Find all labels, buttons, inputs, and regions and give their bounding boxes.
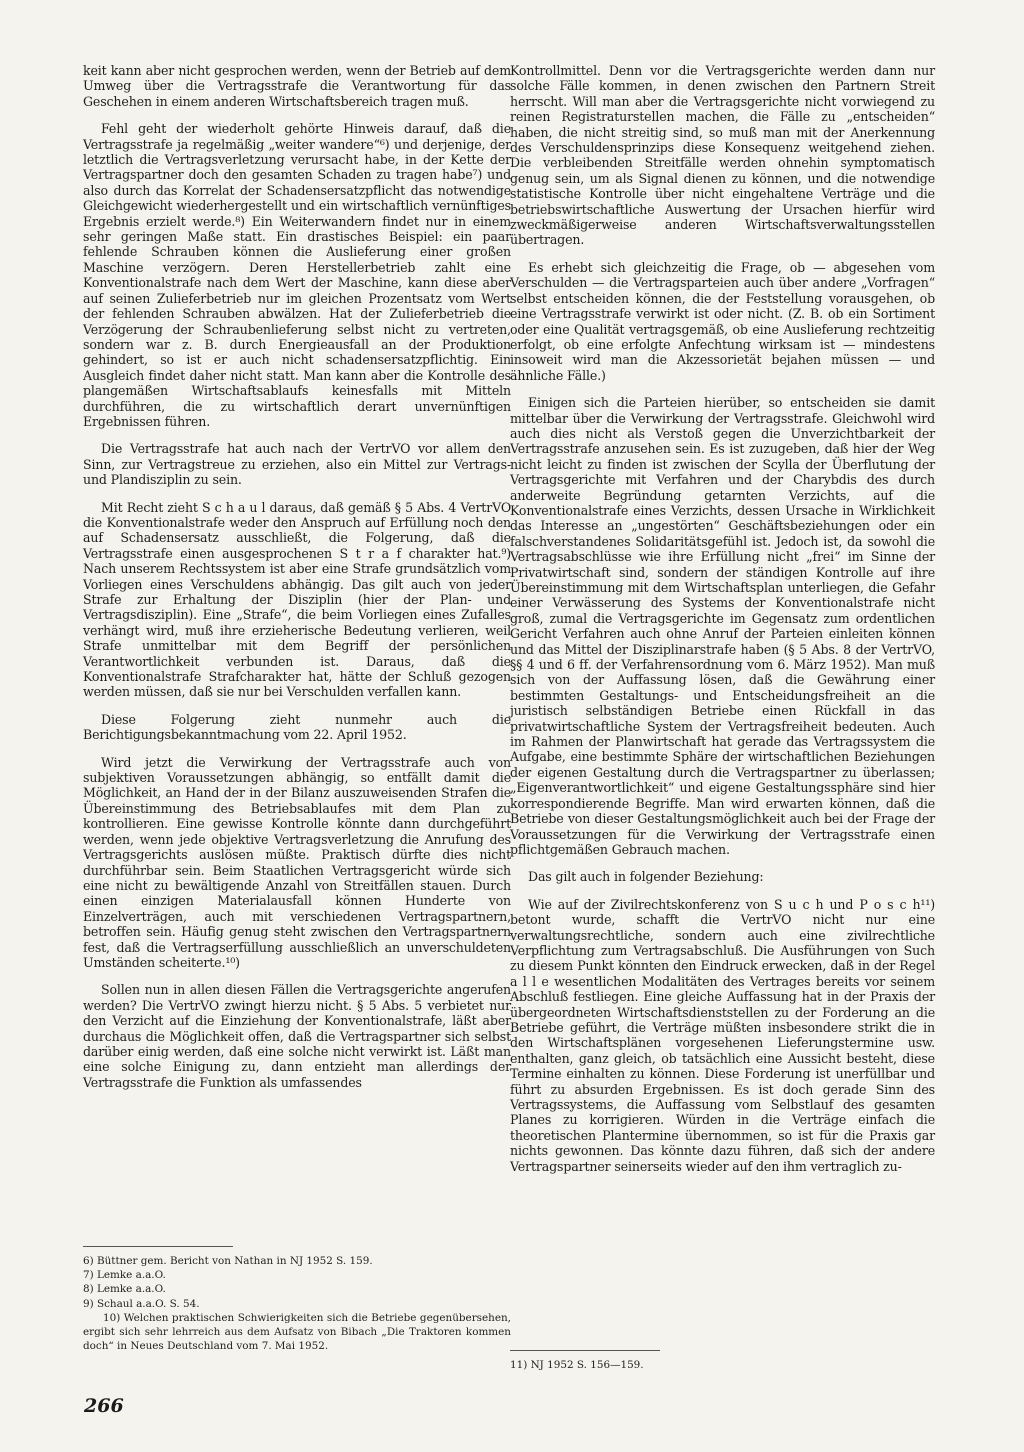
paragraph: Diese Folgerung zieht nunmehr auch die Berichtigungsbekanntmachung vom 22. April 1952.	[83, 711, 511, 743]
footnote-rule	[510, 1350, 660, 1351]
paragraph: Mit Recht zieht S c h a u l daraus, daß gemäß § 5 Abs. 4 VertrVO die Konventionalstrafe weder den Anspruch auf Erfüllung noch den auf Schadensersatz ausschließt, die Folgerung, daß die Vertragsstrafe einen ausgesprochenen S t r a f charakter hat.⁹) Nach unserem Rechtssystem ist aber eine Strafe grundsätzlich vom Vorliegen eines Verschuldens abhängig. Das gilt auch von jeder Strafe zur Erhaltung der Disziplin (hier der Plan- und Vertragsdisziplin). Eine „Strafe“, die beim Vorliegen eines Zufalles verhängt wird, muß ihre erzieherische Bedeutung verlieren, weil Strafe unmittelbar mit dem Begriff der persönlichen Verantwortlichkeit verbunden ist. Daraus, daß die Konventionalstrafe Strafcharakter hat, hätte der Schluß gezogen werden müssen, daß sie nur bei Verschulden verfallen kann.	[83, 499, 511, 700]
paragraph: Einigen sich die Parteien hierüber, so entscheiden sie damit mittelbar über die Verwirkung der Vertragsstrafe. Gleichwohl wird auch dies nicht als Verstoß gegen die Unverzichtbarkeit der Vertragsstrafe anzusehen sein. Es ist zuzugeben, daß hier der Weg nicht leicht zu finden ist zwischen der Scylla der Überflutung der Vertragsgerichte mit Verfahren und der Charybdis des durch anderweite Begründung getarnten Verzichts, auf die Konventionalstrafe eines Verzichts, dessen Ursache in Wirklichkeit das Interesse an „ungestörten“ Geschäftsbeziehungen oder ein falschverstandenes Solidaritätsgefühl ist. Jedoch ist, da sowohl die Vertragsabschlüsse wie ihre Erfüllung nicht „frei“ im Sinne der Privatwirtschaft sind, sondern der ständigen Kontrolle auf ihre Übereinstimmung mit dem Wirtschaftsplan unterliegen, die Gefahr einer Verwässerung des Systems der Konventionalstrafe nicht groß, zumal die Vertragsgerichte im Gegensatz zum ordentlichen Gericht Verfahren auch ohne Anruf der Parteien einleiten können und das Mittel der Disziplinarstrafe haben (§ 5 Abs. 8 der VertrVO, §§ 4 und 6 ff. der Verfahrensordnung vom 6. März 1952). Man muß sich von der Auffassung lösen, daß die Gewährung einer bestimmten Gestaltungs- und Entscheidungsfreiheit an die juristisch selbständigen Betriebe einen Rückfall in das privatwirtschaftliche System der Vertragsfreiheit bedeuten. Auch im Rahmen der Planwirtschaft hat gerade das Vertragssystem die Aufgabe, eine bestimmte Sphäre der wirtschaftlichen Beziehungen der eigenen Gestaltung durch die Vertragspartner zu überlassen; „Eigenverantwortlichkeit“ und eigene Gestaltungssphäre sind hier korrespondierende Begriffe. Man wird erwarten können, daß die Betriebe von dieser Gestaltungsmöglichkeit auch bei der Frage der Voraussetzungen für die Verwirkung der Vertragsstrafe einen pflichtgemäßen Gebrauch machen.	[510, 395, 935, 857]
footnote: 8) Lemke a.a.O.	[83, 1283, 166, 1296]
paragraph: Kontrollmittel. Denn vor die Vertragsgerichte werden dann nur solche Fälle kommen, in denen zwischen den Partnern Streit herrscht. Will man aber die Vertragsgerichte nicht vorwiegend zu reinen Registraturstellen machen, die Fälle zu „entscheiden“ haben, die nicht streitig sind, so muß man mit der Anerkennung des Verschuldensprinzips diese Konsequenz weitgehend ziehen. Die verbleibenden Streitfälle werden ohnehin symptomatisch genug sein, um als Signal dienen zu können, und die notwendige statistische Kontrolle über nicht eingehaltene Verträge und die betriebswirtschaftliche Auswertung der Ursachen hierfür wird zweckmäßigerweise anderen Wirtschaftsverwaltungsstellen übertragen.	[510, 63, 935, 248]
paragraph: Sollen nun in allen diesen Fällen die Vertragsgerichte angerufen werden? Die VertrVO zwingt hierzu nicht. § 5 Abs. 5 verbietet nur den Verzicht auf die Einziehung der Konventionalstrafe, läßt aber durchaus die Möglichkeit offen, daß die Vertragspartner sich selbst darüber einig werden, daß eine solche nicht verwirkt ist. Läßt man eine solche Einigung zu, dann entzieht man allerdings der Vertragsstrafe die Funktion als umfassendes	[83, 982, 511, 1090]
paragraph: Die Vertragsstrafe hat auch nach der VertrVO vor allem den Sinn, zur Vertragstreue zu erziehen, also ein Mittel zur Vertrags- und Plandisziplin zu sein.	[83, 441, 511, 488]
right-column	[510, 63, 935, 1186]
paragraph: Wird jetzt die Verwirkung der Vertragsstrafe auch von subjektiven Voraussetzungen abhängig, so entfällt damit die Möglichkeit, an Hand der in der Bilanz auszuweisenden Strafen die Übereinstimmung des Betriebsablaufes mit dem Plan zu kontrollieren. Eine gewisse Kontrolle könnte dann durchgeführt werden, wenn jede objektive Vertragsverletzung die Anrufung des Vertragsgerichts auslösen müßte. Praktisch dürfte dies nicht durchführbar sein. Beim Staatlichen Vertragsgericht würde sich eine nicht zu bewältigende Anzahl von Streitfällen stauen. Durch einen einzigen Materialausfall können Hunderte von Einzelverträgen, auch mit verschiedenen Vertragspartnern, betroffen sein. Häufig genug steht zwischen den Vertragspartnern fest, daß die Vertragserfüllung ausschließlich an unverschuldeten Umständen scheiterte.¹⁰)	[83, 754, 511, 970]
paragraph: keit kann aber nicht gesprochen werden, wenn der Betrieb auf dem Umweg über die Vertragsstrafe die Verantwortung für das Geschehen in einem anderen Wirtschaftsbereich tragen muß.	[83, 63, 511, 109]
paragraph: Fehl geht der wiederholt gehörte Hinweis darauf, daß die Vertragsstrafe ja regelmäßig „weiter wandere“⁶) und derjenige, der letztlich die Vertragsverletzung verursacht habe, in der Kette der Vertragspartner doch den gesamten Schaden zu tragen habe⁷) und also durch das Korrelat der Schadensersatzpflicht das notwendige Gleichgewicht wiederhergestellt und ein wirtschaftlich vernünftiges Ergebnis erzielt werde.⁸) Ein Weiterwandern findet nur in einem sehr geringen Maße statt. Ein drastisches Beispiel: ein paar fehlende Schrauben können die Auslieferung einer großen Maschine verzögern. Deren Herstellerbetrieb zahlt eine Konventionalstrafe nach dem Wert der Maschine, kann diese aber auf seinen Zulieferbetrieb nur im gleichen Prozentsatz vom Wert der fehlenden Schrauben abwälzen. Hat der Zulieferbetrieb die Verzögerung der Schraubenlieferung selbst nicht zu vertreten, sondern war z. B. durch Energieausfall an der Produktion gehindert, so ist er auch nicht schadensersatzpflichtig. Ein Ausgleich findet daher nicht statt. Man kann aber die Kontrolle des plangemäßen Wirtschaftsablaufs keinesfalls mit Mitteln durchführen, die zu wirtschaftlich derart unvernünftigen Ergebnissen führen.	[83, 121, 511, 429]
page-number: 266	[84, 1395, 124, 1417]
footnotes-right	[510, 1350, 935, 1372]
footnote: 7) Lemke a.a.O.	[83, 1269, 166, 1282]
paragraph: Das gilt auch in folgender Beziehung:	[528, 869, 764, 885]
paragraph: Es erhebt sich gleichzeitig die Frage, ob — abgesehen vom Verschulden — die Vertragsparteien auch über andere „Vorfragen“ selbst entscheiden können, die der Feststellung vorausgehen, ob eine Vertragsstrafe verwirkt ist oder nicht. (Z. B. ob ein Sortiment oder eine Qualität vertragsgemäß, ob eine Auslieferung rechtzeitig erfolgt, ob eine erfolgte Anfechtung wirksam ist — mindestens insoweit wird man die Akzessorietät bejahen müssen — und ähnliche Fälle.)	[510, 259, 935, 383]
left-column	[83, 63, 511, 1102]
paragraph: Wie auf der Zivilrechtskonferenz von S u c h und P o s c h¹¹) betont wurde, schafft die VertrVO nicht nur eine verwaltungsrechtliche, sondern auch eine zivilrechtliche Verpflichtung zum Vertragsabschluß. Die Ausführungen von Such zu diesem Punkt könnten den Eindruck erwecken, daß in der Regel a l l e wesentlichen Modalitäten des Vertrages bereits vor seinem Abschluß festliegen. Eine gleiche Auffassung hat in der Praxis der übergeordneten Wirtschaftsdienststellen zu der Forderung an die Betriebe geführt, die Verträge müßten insbesondere strikt die in den Wirtschaftsplänen vorgesehenen Lieferungstermine usw. enthalten, ganz gleich, ob tatsächlich eine Aussicht besteht, diese Termine einhalten zu können. Diese Forderung ist unerfüllbar und führt zu absurden Ergebnissen. Es ist doch gerade Sinn des Vertragssystems, die Auffassung vom Selbstlauf des gesamten Planes zu korrigieren. Würden in die Verträge einfach die theoretischen Plantermine übernommen, so ist für die Praxis gar nichts gewonnen. Das könnte dazu führen, daß sich der andere Vertragspartner seinerseits wieder auf den ihm vertraglich zu-	[510, 896, 935, 1174]
footnote: 11) NJ 1952 S. 156—159.	[510, 1359, 644, 1371]
footnote-rule	[83, 1246, 233, 1247]
footnote: 10) Welchen praktischen Schwierigkeiten sich die Betriebe gegenübersehen, ergibt sich sehr lehrreich aus dem Aufsatz von Bibach „Die Traktoren kommen doch“ in Neues Deutschland vom 7. Mai 1952.	[83, 1311, 511, 1353]
footnotes-left	[83, 1246, 511, 1353]
footnote: 6) Büttner gem. Bericht von Nathan in NJ 1952 S. 159.	[83, 1255, 373, 1267]
footnote: 9) Schaul a.a.O. S. 54.	[83, 1297, 200, 1310]
